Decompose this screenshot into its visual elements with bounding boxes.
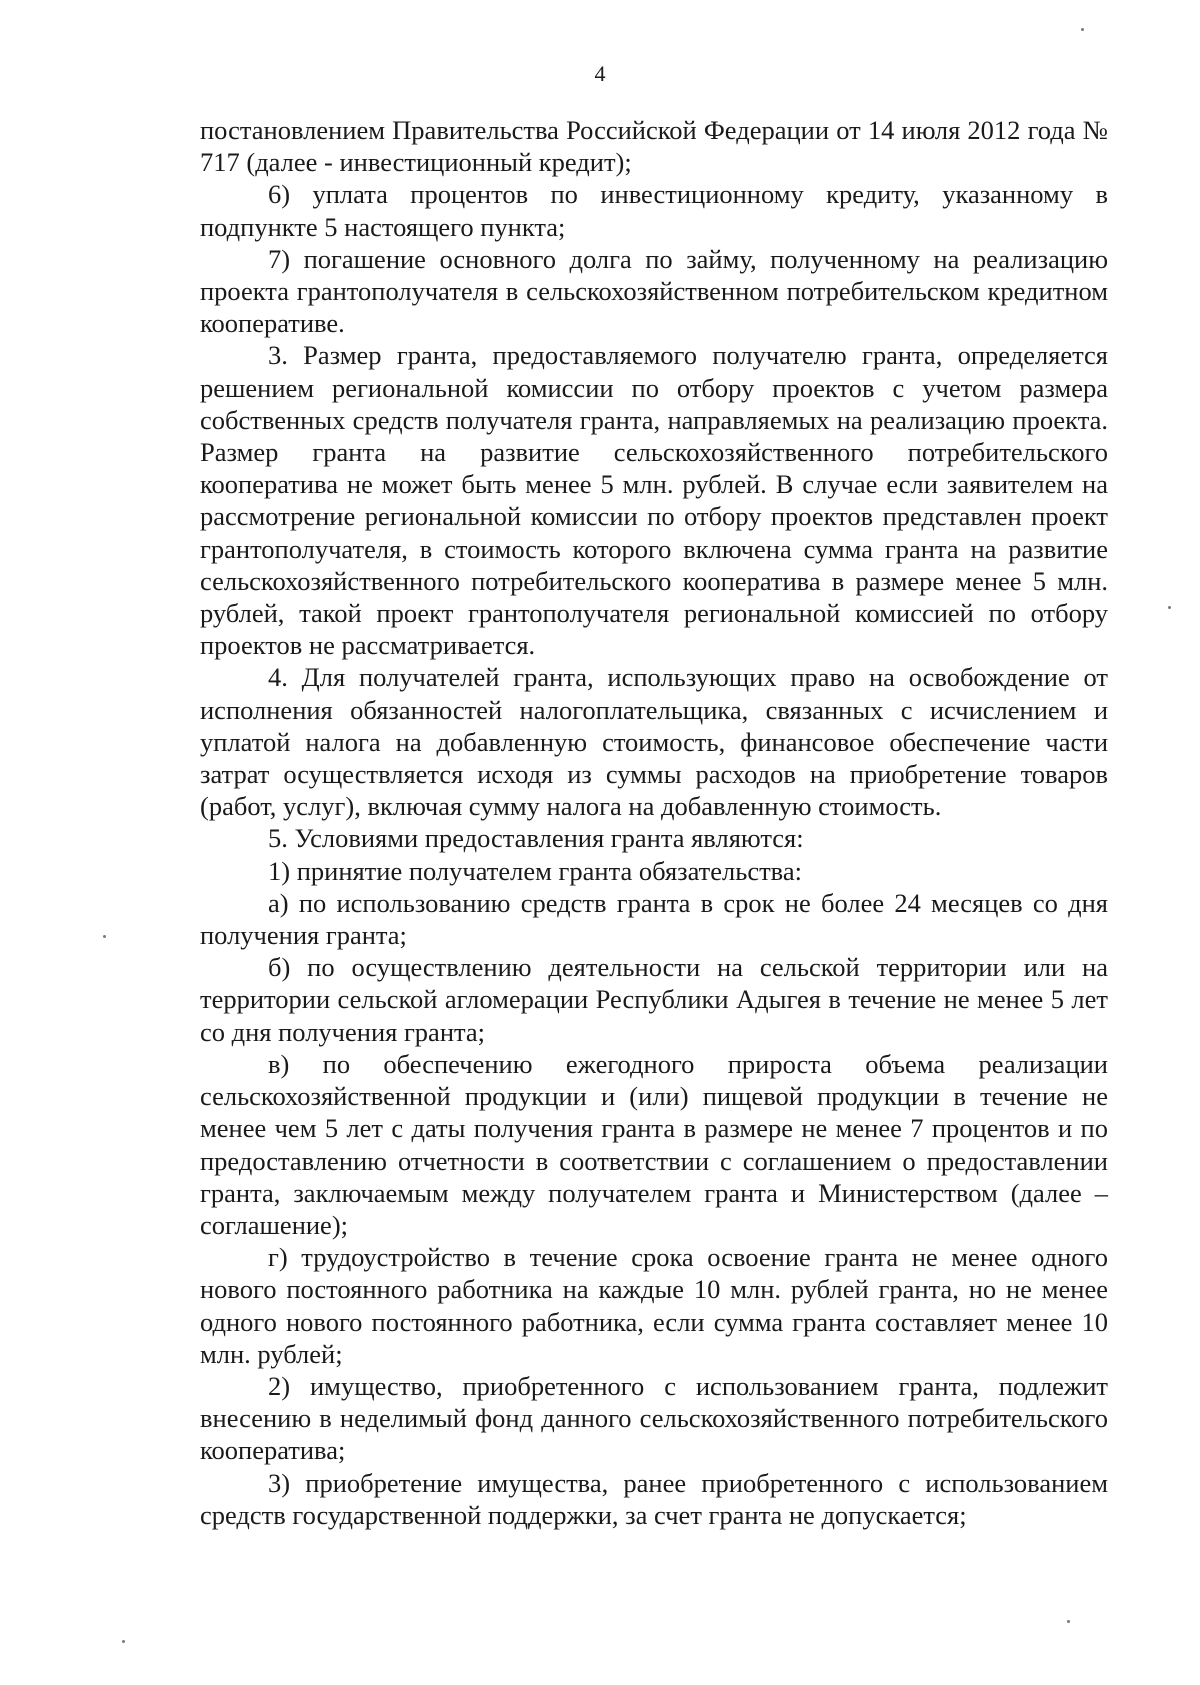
paragraph-condition-1b: б) по осуществлению деятельности на сельской территории или на территории сельской агломерации Республики Адыгея в течение не менее 5 лет со дня получения гранта; xyxy=(200,952,1108,1047)
paragraph-section-5: 5. Условиями предоставления гранта являются: xyxy=(268,823,804,854)
scan-speck xyxy=(103,935,106,938)
scan-speck xyxy=(1081,28,1084,31)
paragraph-condition-2: 2) имущество, приобретенного с использованием гранта, подлежит внесению в неделимый фонд данного сельскохозяйственного потребительского кооператива; xyxy=(200,1370,1108,1466)
paragraph-condition-1g: г) трудоустройство в течение срока освоение гранта не менее одного нового постоянного работника на каждые 10 млн. рублей гранта, но не менее одного нового постоянного работника, если сумма гранта составляет менее 10 млн. рублей; xyxy=(200,1242,1108,1369)
paragraph-item-6: 6) уплата процентов по инвестиционному кредиту, указанному в подпункте 5 настоящего пункта; xyxy=(200,179,1108,242)
paragraph-continuation: постановлением Правительства Российской Федерации от 14 июля 2012 года № 717 (далее - инвестиционный кредит); xyxy=(200,115,1108,178)
paragraph-condition-1a: а) по использованию средств гранта в срок не более 24 месяцев со дня получения гранта; xyxy=(200,887,1108,951)
paragraph-condition-3: 3) приобретение имущества, ранее приобретенного с использованием средств государственной поддержки, за счет гранта не допускается; xyxy=(200,1467,1108,1530)
scan-speck xyxy=(1067,1620,1070,1623)
document-body xyxy=(200,114,1108,1531)
page-number: 4 xyxy=(594,61,606,86)
paragraph-condition-1: 1) принятие получателем гранта обязательства: xyxy=(268,855,802,886)
paragraph-section-3: 3. Размер гранта, предоставляемого получателю гранта, определяется решением региональной комиссии по отбору проектов с учетом размера собственных средств получателя гранта, направляемых на реализацию проекта. Размер гранта на развитие сельскохозяйственного потребительского кооператива не может быть менее 5 млн. рублей. В случае если заявителем на рассмотрение региональной комиссии по отбору проектов представлен проект грантополучателя, в стоимость которого включена сумма гранта на развитие сельскохозяйственного потребительского кооператива в размере менее 5 млн. рублей, такой проект грантополучателя региональной комиссией по отбору проектов не рассматривается. xyxy=(200,340,1108,661)
paragraph-item-7: 7) погашение основного долга по займу, полученному на реализацию проекта грантополучателя в сельскохозяйственном потребительском кредитном кооперативе. xyxy=(200,243,1108,339)
scan-speck xyxy=(1168,606,1171,609)
paragraph-condition-1v: в) по обеспечению ежегодного прироста объема реализации сельскохозяйственной продукции и (или) пищевой продукции в течение не менее чем 5 лет с даты получения гранта в размере не менее 7 процентов и по предоставлению отчетности в соответствии с соглашением о предоставлении гранта, заключаемым между получателем гранта и Министерством (далее – соглашение); xyxy=(200,1048,1108,1240)
scan-speck xyxy=(122,1640,125,1643)
paragraph-section-4: 4. Для получателей гранта, использующих право на освобождение от исполнения обязанностей налогоплательщика, связанных с исчислением и уплатой налога на добавленную стоимость, финансовое обеспечение части затрат осуществляется исходя из суммы расходов на приобретение товаров (работ, услуг), включая сумму налога на добавленную стоимость. xyxy=(200,662,1108,822)
